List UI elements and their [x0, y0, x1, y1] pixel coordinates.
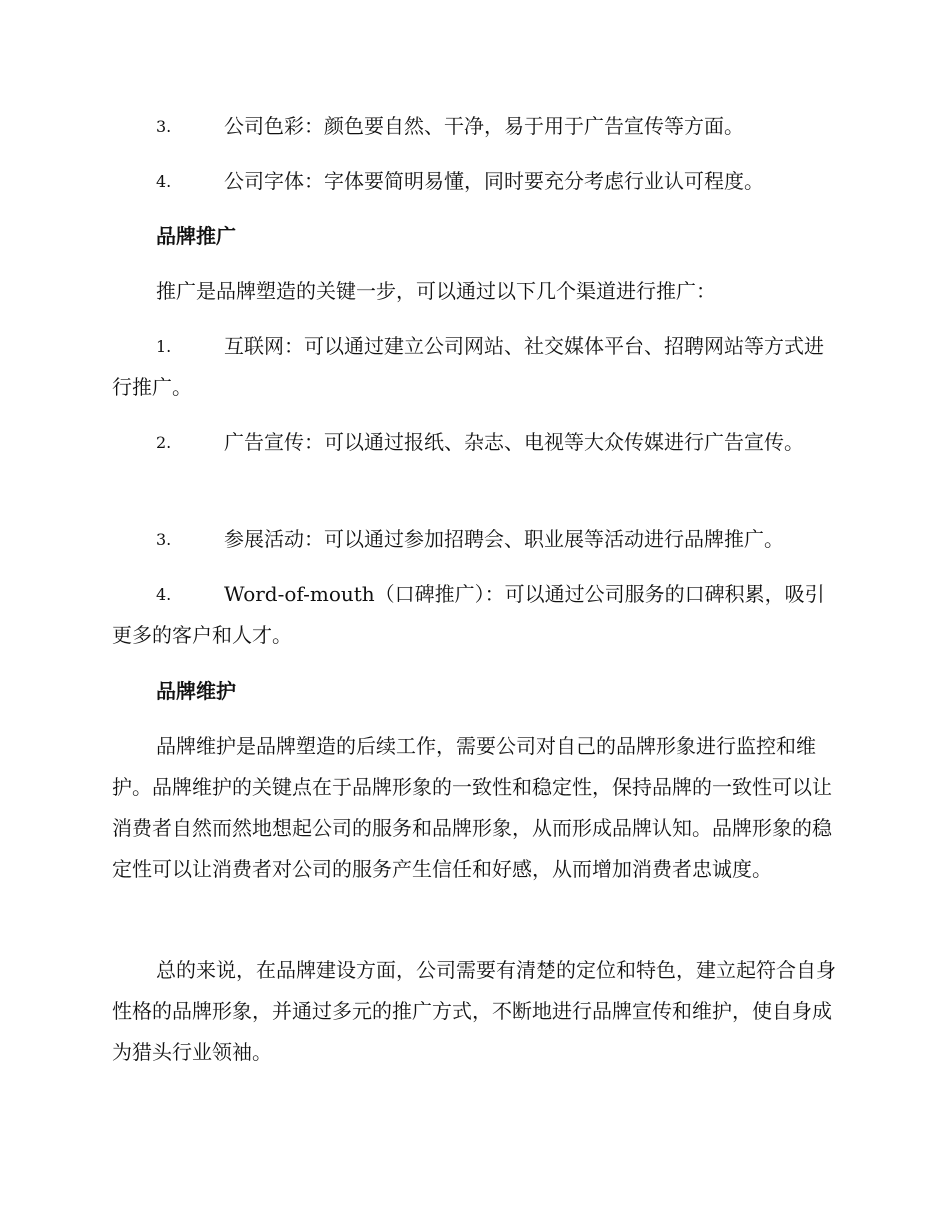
- list-number: 4.: [156, 585, 172, 604]
- list-number: 3.: [156, 530, 172, 549]
- promotion-intro-paragraph: 推广是品牌塑造的关键一步，可以通过以下几个渠道进行推广：: [156, 279, 716, 303]
- list-item-company-colors: 公司色彩：颜色要自然、干净，易于用于广告宣传等方面。: [224, 114, 744, 138]
- list-number: 2.: [156, 433, 172, 452]
- section-heading-brand-maintenance: 品牌维护: [156, 679, 236, 703]
- list-item-internet: 互联网：可以通过建立公司网站、社交媒体平台、招聘网站等方式进行推广。: [112, 334, 824, 399]
- list-item-word-of-mouth: Word-of-mouth（口碑推广）：可以通过公司服务的口碑积累，吸引更多的客户和人才。: [112, 582, 825, 647]
- maintenance-paragraph: 品牌维护是品牌塑造的后续工作，需要公司对自己的品牌形象进行监控和维护。品牌维护的关键点在于品牌形象的一致性和稳定性，保持品牌的一致性可以让消费者自然而然地想起公司的服务和品牌形象，从而形成品牌认知。品牌形象的稳定性可以让消费者对公司的服务产生信任和好感，从而增加消费者忠诚度。: [112, 734, 832, 881]
- list-number: 3.: [156, 117, 172, 136]
- list-number: 1.: [156, 337, 172, 356]
- list-item-advertising: 广告宣传：可以通过报纸、杂志、电视等大众传媒进行广告宣传。: [224, 430, 804, 454]
- list-number: 4.: [156, 172, 172, 191]
- section-heading-brand-promotion: 品牌推广: [156, 224, 236, 248]
- list-item-company-font: 公司字体：字体要简明易懂，同时要充分考虑行业认可程度。: [224, 169, 764, 193]
- conclusion-paragraph: 总的来说，在品牌建设方面，公司需要有清楚的定位和特色，建立起符合自身性格的品牌形象，并通过多元的推广方式，不断地进行品牌宣传和维护，使自身成为猎头行业领袖。: [112, 958, 836, 1064]
- list-item-exhibitions: 参展活动：可以通过参加招聘会、职业展等活动进行品牌推广。: [224, 527, 784, 551]
